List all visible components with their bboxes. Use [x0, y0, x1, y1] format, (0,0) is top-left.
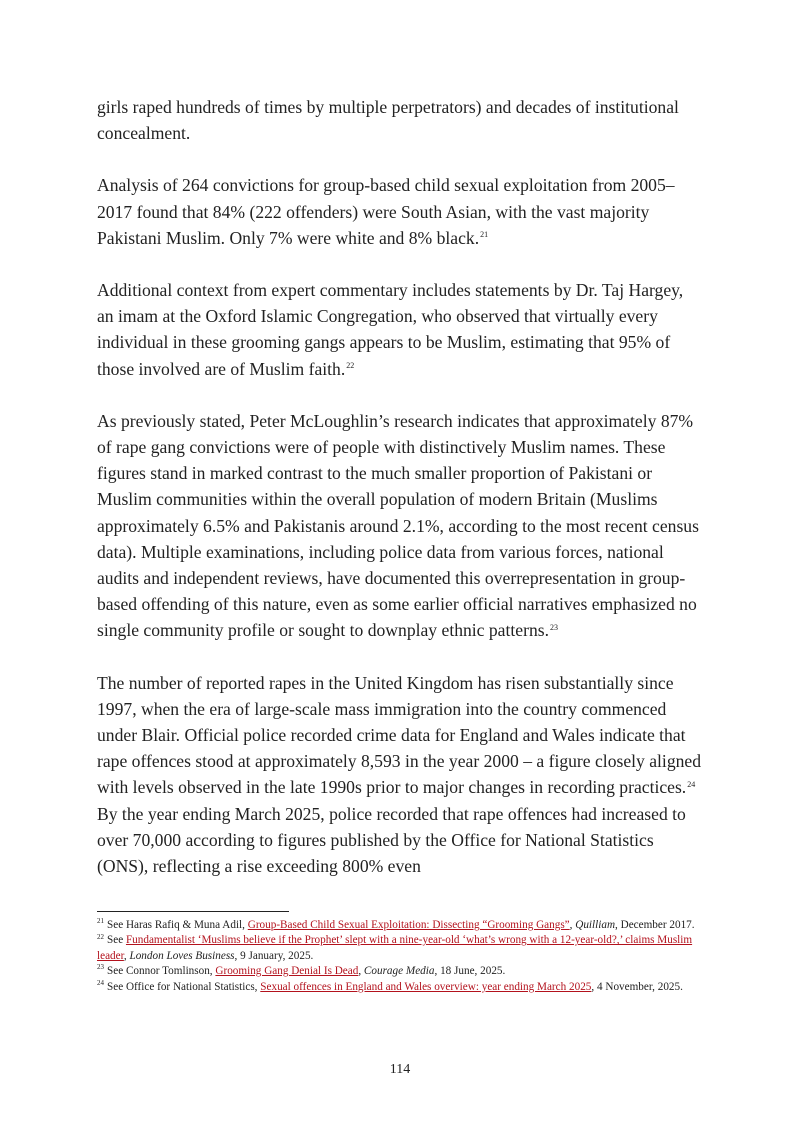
- footnote-divider: [97, 911, 289, 912]
- footnote-23: $^{23}$ See Connor Tomlinson, Grooming Gang Denial Is Dead, Courage Media, 18 June, 2025.: [97, 963, 506, 978]
- footnote-22: $^{22}$ See Fundamentalist ‘Muslims believe if the Prophet’ slept with a nine-year-old ‘what’s wrong with a 12-year-old?,’ claims Muslim leader, London Loves Business, 9 January, 2025.: [97, 932, 693, 962]
- page-number: 114: [389, 1062, 411, 1077]
- footnote-23-link[interactable]: Grooming Gang Denial Is Dead: [215, 965, 359, 978]
- footnote-24: $^{24}$ See Office for National Statistics, Sexual offences in England and Wales overview: year ending March 2025, 4 November, 2025.: [97, 978, 683, 993]
- footnotes: [97, 918, 702, 995]
- paragraph-4: As previously stated, Peter McLoughlin’s research indicates that approximately 87% of rape gang convictions were of people with distinctively Muslim names. These figures stand in marked contrast to the much smaller proportion of Pakistani or Muslim communities within the overall population of modern Britain (Muslims approximately 6.5% and Pakistanis around 2.1%, according to the most recent census data). Multiple examinations, including police data from various forces, national audits and independent reviews, have documented this overrepresentation in group-based offending of this nature, even as some earlier official narratives emphasized no single community profile or sought to downplay ethnic patterns.$^{23}$: [97, 410, 699, 641]
- footnote-ref-21[interactable]: 21: [480, 229, 489, 239]
- paragraph-3: Additional context from expert commentary includes statements by Dr. Taj Hargey, an imam at the Oxford Islamic Congregation, who observed that virtually every individual in these grooming gangs appears to be Muslim, estimating that 95% of those involved are of Muslim faith.$^{22}$: [97, 280, 684, 379]
- paragraph-5: The number of reported rapes in the United Kingdom has risen substantially since 1997, when the era of large-scale mass immigration into the country commenced under Blair. Official police recorded crime data for England and Wales indicate that rape offences stood at approximately 8,593 in the year 2000 – a figure closely aligned with levels observed in the late 1990s prior to major changes in recording practices.$^{24}$ By the year ending March 2025, police recorded that rape offences had increased to over 70,000 according to figures published by the Office for National Statistics (ONS), reflecting a rise exceeding 800% even: [97, 672, 702, 877]
- footnote-ref-23[interactable]: 23: [549, 622, 558, 632]
- footnote-21: $^{21}$ See Haras Rafiq & Muna Adil, Group-Based Child Sexual Exploitation: Dissecting “Grooming Gangs”, Quilliam, December 2017.: [97, 917, 695, 931]
- footnote-ref-24[interactable]: 24: [687, 779, 696, 789]
- body-text: [97, 94, 702, 905]
- paragraph-1: girls raped hundreds of times by multiple perpetrators) and decades of institutional concealment.: [97, 97, 679, 144]
- footnote-21-link[interactable]: Group-Based Child Sexual Exploitation: Dissecting “Grooming Gangs”: [247, 919, 570, 931]
- footnote-24-link[interactable]: Sexual offences in England and Wales overview: year ending March 2025: [260, 980, 592, 993]
- footnote-ref-22[interactable]: 22: [346, 360, 355, 370]
- paragraph-2: Analysis of 264 convictions for group-based child sexual exploitation from 2005–2017 found that 84% (222 offenders) were South Asian, with the vast majority Pakistani Muslim. Only 7% were white and 8% black.$^{21}$: [97, 175, 675, 248]
- footnote-22-link[interactable]: Fundamentalist ‘Muslims believe if the Prophet’ slept with a nine-year-old ‘what’s wrong with a 12-year-old?,’ claims Muslim leader: [97, 934, 693, 962]
